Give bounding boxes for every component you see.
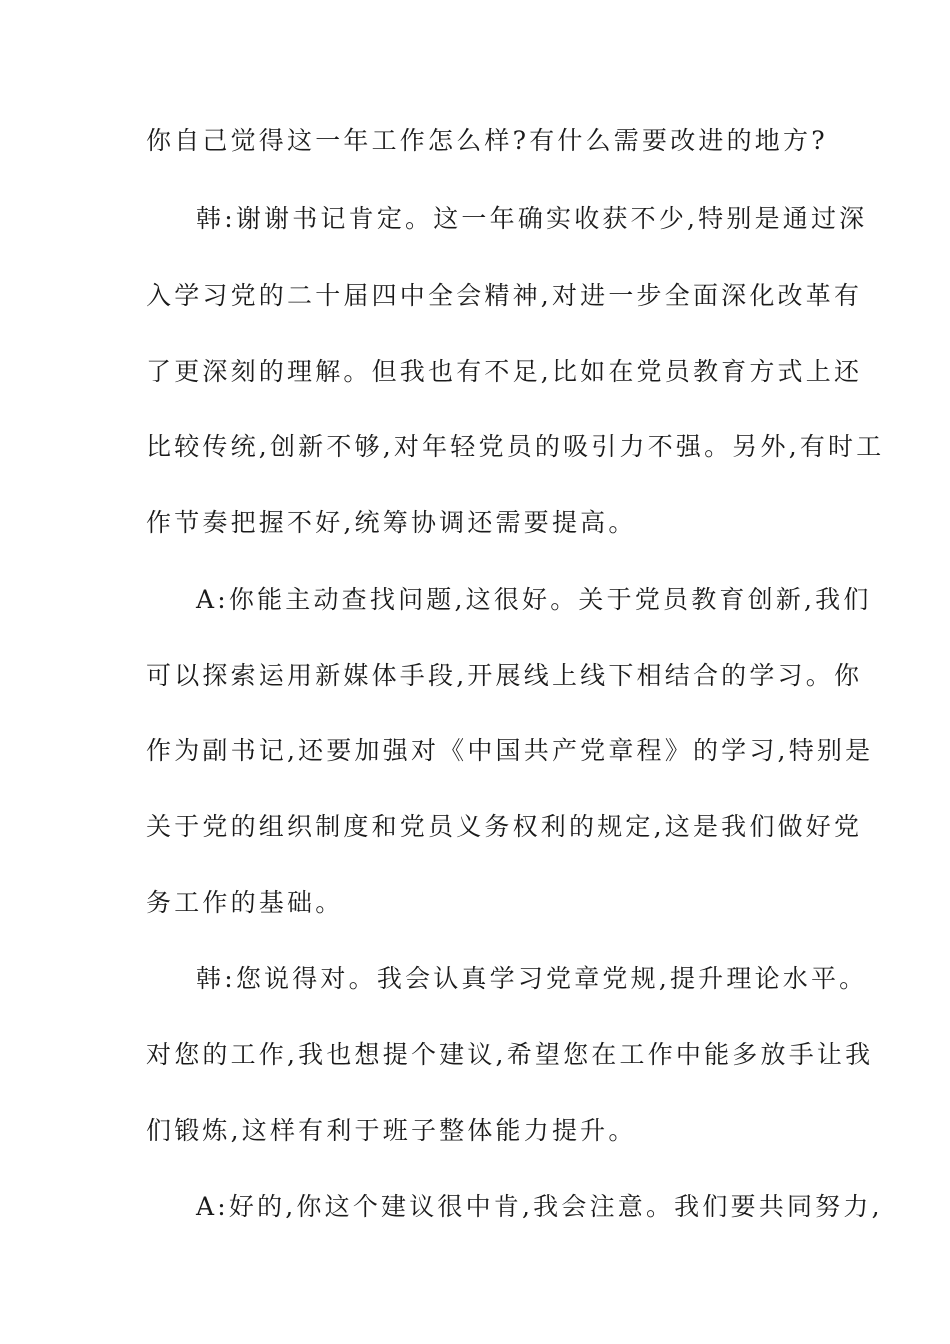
text-line: 对您的工作,我也想提个建议,希望您在工作中能多放手让我 xyxy=(146,1040,874,1069)
text-line: 可以探索运用新媒体手段,开展线上线下相结合的学习。你 xyxy=(146,661,863,690)
text-line: 了更深刻的理解。但我也有不足,比如在党员教育方式上还 xyxy=(146,357,863,386)
text-line: A:你能主动查找问题,这很好。关于党员教育创新,我们 xyxy=(196,585,872,614)
text-line: 务工作的基础。 xyxy=(146,888,344,917)
text-line: 韩:谢谢书记肯定。这一年确实收获不少,特别是通过深 xyxy=(196,204,868,233)
text-line: 们锻炼,这样有利于班子整体能力提升。 xyxy=(146,1116,637,1145)
text-line: 关于党的组织制度和党员义务权利的规定,这是我们做好党 xyxy=(146,812,863,841)
text-line: 你自己觉得这一年工作怎么样?有什么需要改进的地方? xyxy=(146,126,828,155)
text-line: 比较传统,创新不够,对年轻党员的吸引力不强。另外,有时工 xyxy=(146,432,885,461)
text-line: 作节奏把握不好,统筹协调还需要提高。 xyxy=(146,508,637,537)
text-line: A:好的,你这个建议很中肯,我会注意。我们要共同努力, xyxy=(196,1192,883,1221)
text-line: 作为副书记,还要加强对《中国共产党章程》的学习,特别是 xyxy=(146,736,874,765)
text-line: 入学习党的二十届四中全会精神,对进一步全面深化改革有 xyxy=(146,281,863,310)
text-line: 韩:您说得对。我会认真学习党章党规,提升理论水平。 xyxy=(196,964,868,993)
